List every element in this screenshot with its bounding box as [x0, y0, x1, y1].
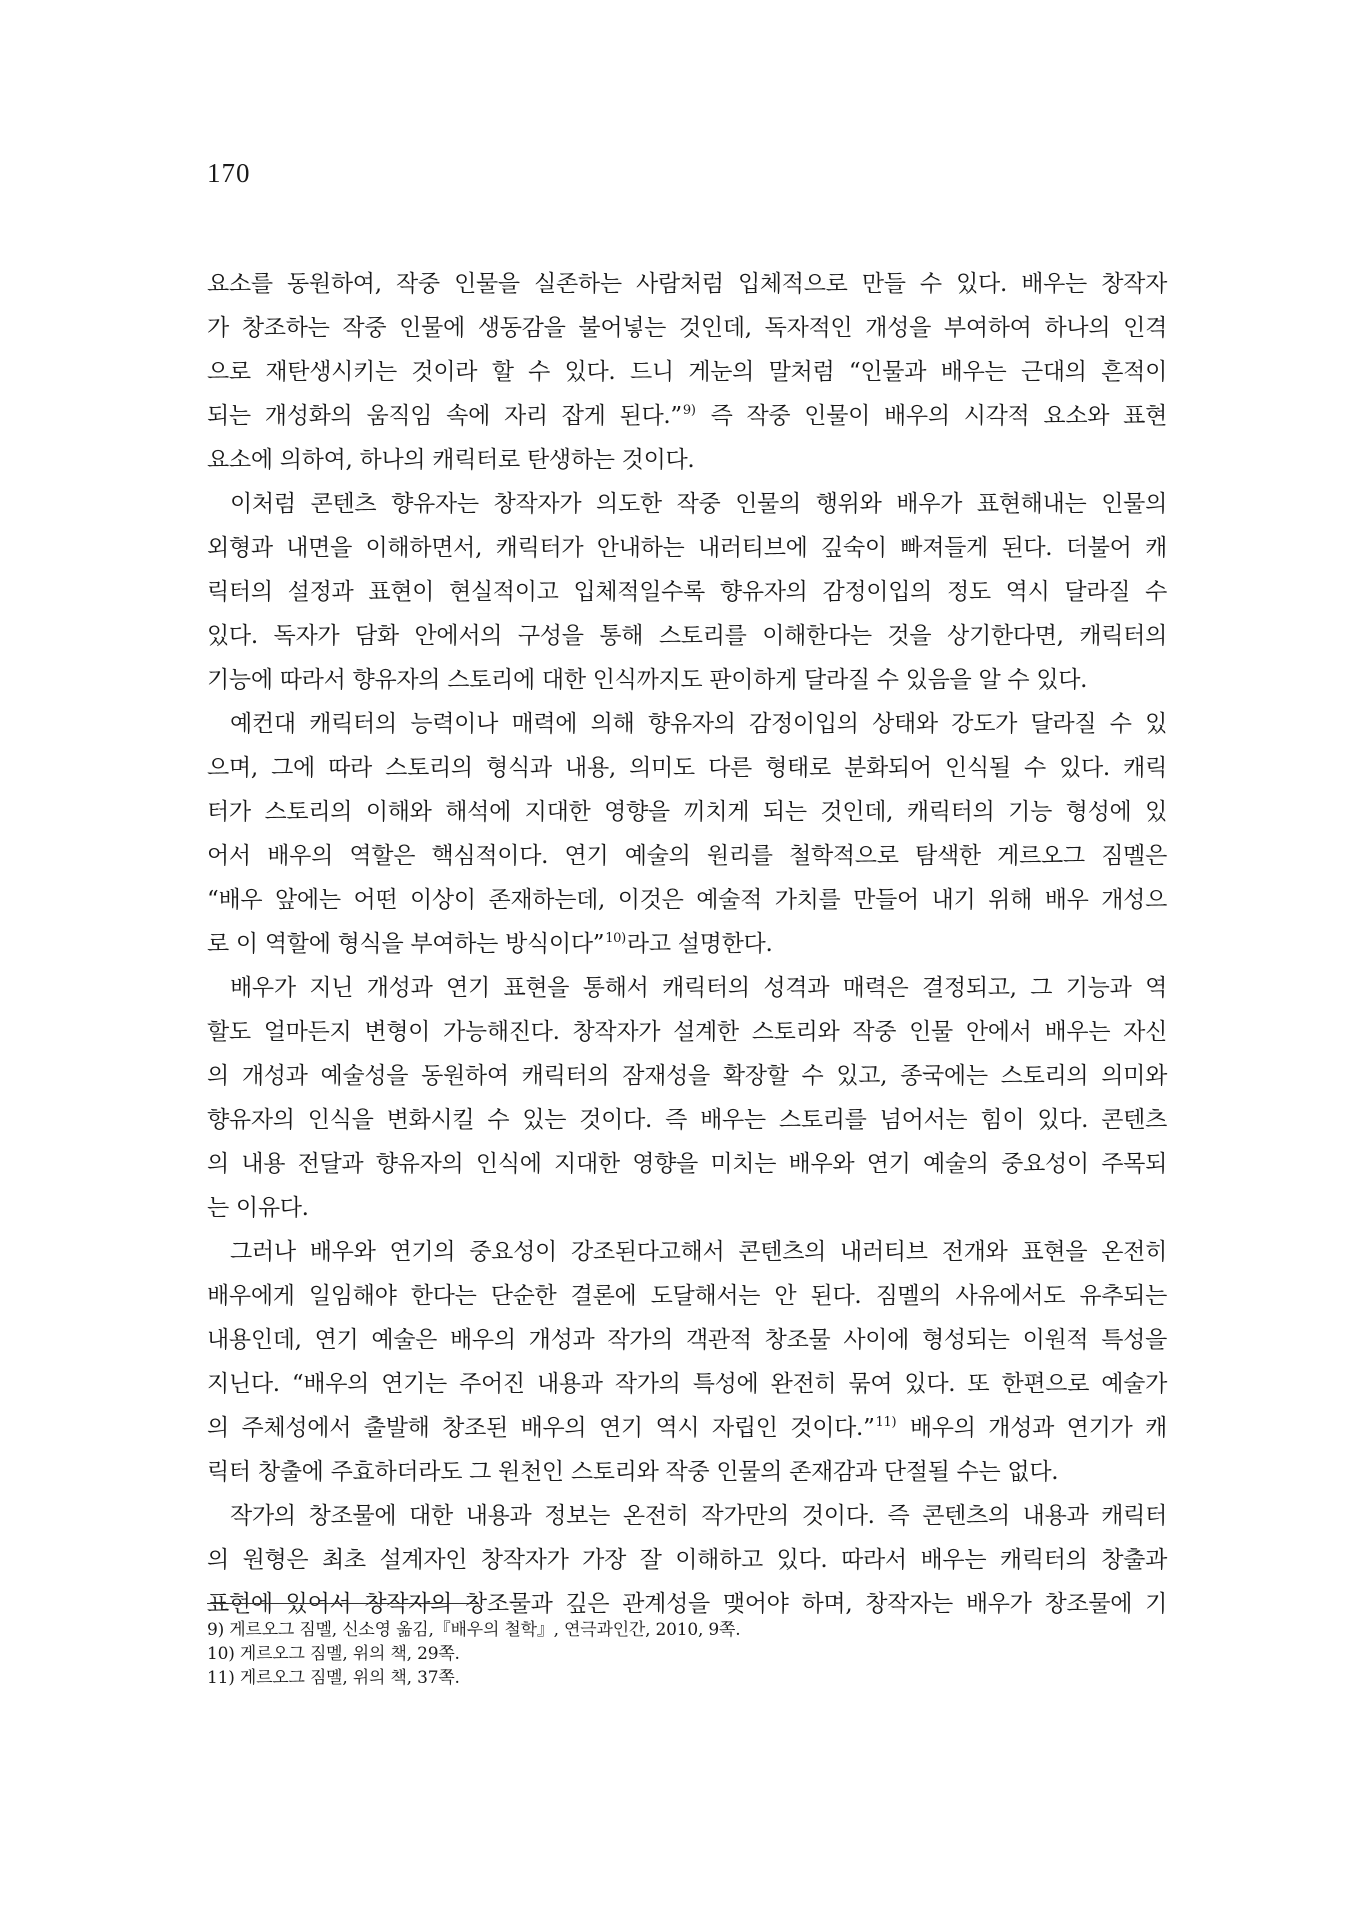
line-text: 있다. 독자가 담화 안에서의 구성을 통해 스토리를 이해한다는 것을 상기한다면, 캐릭터의 — [207, 623, 1167, 649]
line-text: 가 창조하는 작중 인물에 생동감을 불어넣는 것인데, 독자적인 개성을 부여하여 하나의 인격 — [207, 315, 1167, 341]
line-text: 요소를 동원하여, 작중 인물을 실존하는 사람처럼 입체적으로 만들 수 있다. 배우는 창작자 — [207, 271, 1167, 297]
paragraph — [207, 1494, 1167, 1626]
paragraph — [207, 966, 1167, 1230]
paragraph — [207, 702, 1167, 966]
footnote: 10) 게르오그 짐멜, 위의 책, 29쪽. — [207, 1644, 460, 1664]
footnote-ref: 10) — [605, 931, 626, 946]
line-text: 예컨대 캐릭터의 능력이나 매력에 의해 향유자의 감정이입의 상태와 강도가 달라질 수 있 — [230, 711, 1167, 737]
text-line — [207, 1362, 1167, 1406]
line-text-after-ref: 배우의 개성과 연기가 캐 — [897, 1415, 1167, 1441]
text-line — [207, 306, 1167, 350]
line-text: 어서 배우의 역할은 핵심적이다. 연기 예술의 원리를 철학적으로 탐색한 게르오그 짐멜은 — [207, 843, 1167, 869]
line-text: 으며, 그에 따라 스토리의 형식과 내용, 의미도 다른 형태로 분화되어 인식될 수 있다. 캐릭 — [207, 755, 1167, 781]
line-text: 기능에 따라서 향유자의 스토리에 대한 인식까지도 판이하게 달라질 수 있음을 알 수 있다. — [207, 667, 1088, 693]
text-line — [207, 1186, 1167, 1230]
text-line — [207, 262, 1167, 306]
text-line — [207, 438, 1167, 482]
paragraph — [207, 262, 1167, 482]
body-text — [207, 262, 1167, 1626]
text-line — [207, 658, 1167, 702]
line-text: 릭터의 설정과 표현이 현실적이고 입체적일수록 향유자의 감정이입의 정도 역시 달라질 수 — [207, 579, 1167, 605]
text-line — [207, 702, 1167, 746]
text-line — [207, 878, 1167, 922]
paragraph — [207, 482, 1167, 702]
line-text: 표현에 있어서 창작자의 창조물과 깊은 관계성을 맺어야 하며, 창작자는 배우가 창조물에 기 — [207, 1591, 1167, 1617]
text-line — [207, 1274, 1167, 1318]
footnote: 9) 게르오그 짐멜, 신소영 옮김,『배우의 철학』, 연극과인간, 2010, 9쪽. — [207, 1620, 741, 1640]
text-line — [207, 394, 1167, 438]
line-text: 그러나 배우와 연기의 중요성이 강조된다고해서 콘텐츠의 내러티브 전개와 표현을 온전히 — [230, 1239, 1167, 1265]
line-text: 의 내용 전달과 향유자의 인식에 지대한 영향을 미치는 배우와 연기 예술의 중요성이 주목되 — [207, 1151, 1167, 1177]
footnote-ref: 11) — [875, 1415, 897, 1430]
line-text: 향유자의 인식을 변화시킬 수 있는 것이다. 즉 배우는 스토리를 넘어서는 힘이 있다. 콘텐츠 — [207, 1107, 1167, 1133]
footnote-ref: 9) — [682, 403, 696, 418]
paragraph — [207, 1230, 1167, 1494]
text-line — [207, 1230, 1167, 1274]
text-line — [207, 1318, 1167, 1362]
footnote-divider — [207, 1603, 479, 1604]
text-line — [207, 1054, 1167, 1098]
page-number: 170 — [207, 158, 251, 188]
text-line — [207, 922, 1167, 966]
line-text: 의 주체성에서 출발해 창조된 배우의 연기 역시 자립인 것이다.” — [207, 1415, 875, 1441]
line-text: 지닌다. “배우의 연기는 주어진 내용과 작가의 특성에 완전히 묶여 있다. 또 한편으로 예술가 — [207, 1371, 1167, 1397]
line-text: 요소에 의하여, 하나의 캐릭터로 탄생하는 것이다. — [207, 447, 695, 473]
text-line — [207, 834, 1167, 878]
footnotes — [207, 1618, 740, 1690]
text-line — [207, 966, 1167, 1010]
line-text: 배우에게 일임해야 한다는 단순한 결론에 도달해서는 안 된다. 짐멜의 사유에서도 유추되는 — [207, 1283, 1167, 1309]
line-text: 배우가 지닌 개성과 연기 표현을 통해서 캐릭터의 성격과 매력은 결정되고, 그 기능과 역 — [230, 975, 1167, 1001]
line-text: 로 이 역할에 형식을 부여하는 방식이다” — [207, 931, 605, 957]
line-text: 되는 개성화의 움직임 속에 자리 잡게 된다.” — [207, 403, 682, 429]
line-text-after-ref: 라고 설명한다. — [626, 931, 773, 957]
line-text: 는 이유다. — [207, 1195, 309, 1221]
line-text: 의 개성과 예술성을 동원하여 캐릭터의 잠재성을 확장할 수 있고, 종국에는 스토리의 의미와 — [207, 1063, 1167, 1089]
line-text: 할도 얼마든지 변형이 가능해진다. 창작자가 설계한 스토리와 작중 인물 안에서 배우는 자신 — [207, 1019, 1167, 1045]
text-line — [207, 1142, 1167, 1186]
line-text: 터가 스토리의 이해와 해석에 지대한 영향을 끼치게 되는 것인데, 캐릭터의 기능 형성에 있 — [207, 799, 1167, 825]
text-line — [207, 570, 1167, 614]
line-text: 의 원형은 최초 설계자인 창작자가 가장 잘 이해하고 있다. 따라서 배우는 캐릭터의 창출과 — [207, 1547, 1167, 1573]
line-text: “배우 앞에는 어떤 이상이 존재하는데, 이것은 예술적 가치를 만들어 내기 위해 배우 개성으 — [207, 887, 1167, 913]
text-line — [207, 1450, 1167, 1494]
line-text: 외형과 내면을 이해하면서, 캐릭터가 안내하는 내러티브에 깊숙이 빠져들게 된다. 더불어 캐 — [207, 535, 1167, 561]
text-line — [207, 746, 1167, 790]
text-line — [207, 1010, 1167, 1054]
footnote: 11) 게르오그 짐멜, 위의 책, 37쪽. — [207, 1668, 460, 1688]
text-line — [207, 1494, 1167, 1538]
text-line — [207, 526, 1167, 570]
text-line — [207, 790, 1167, 834]
text-line — [207, 1098, 1167, 1142]
text-line — [207, 1406, 1167, 1450]
line-text: 릭터 창출에 주효하더라도 그 원천인 스토리와 작중 인물의 존재감과 단절될 수는 없다. — [207, 1459, 1059, 1485]
text-line — [207, 350, 1167, 394]
line-text: 작가의 창조물에 대한 내용과 정보는 온전히 작가만의 것이다. 즉 콘텐츠의 내용과 캐릭터 — [230, 1503, 1167, 1529]
text-line — [207, 1538, 1167, 1582]
text-line — [207, 614, 1167, 658]
line-text: 으로 재탄생시키는 것이라 할 수 있다. 드니 게눈의 말처럼 “인물과 배우는 근대의 흔적이 — [207, 359, 1167, 385]
line-text-after-ref: 즉 작중 인물이 배우의 시각적 요소와 표현 — [696, 403, 1167, 429]
text-line — [207, 482, 1167, 526]
line-text: 내용인데, 연기 예술은 배우의 개성과 작가의 객관적 창조물 사이에 형성되는 이원적 특성을 — [207, 1327, 1167, 1353]
line-text: 이처럼 콘텐츠 향유자는 창작자가 의도한 작중 인물의 행위와 배우가 표현해내는 인물의 — [230, 491, 1167, 517]
